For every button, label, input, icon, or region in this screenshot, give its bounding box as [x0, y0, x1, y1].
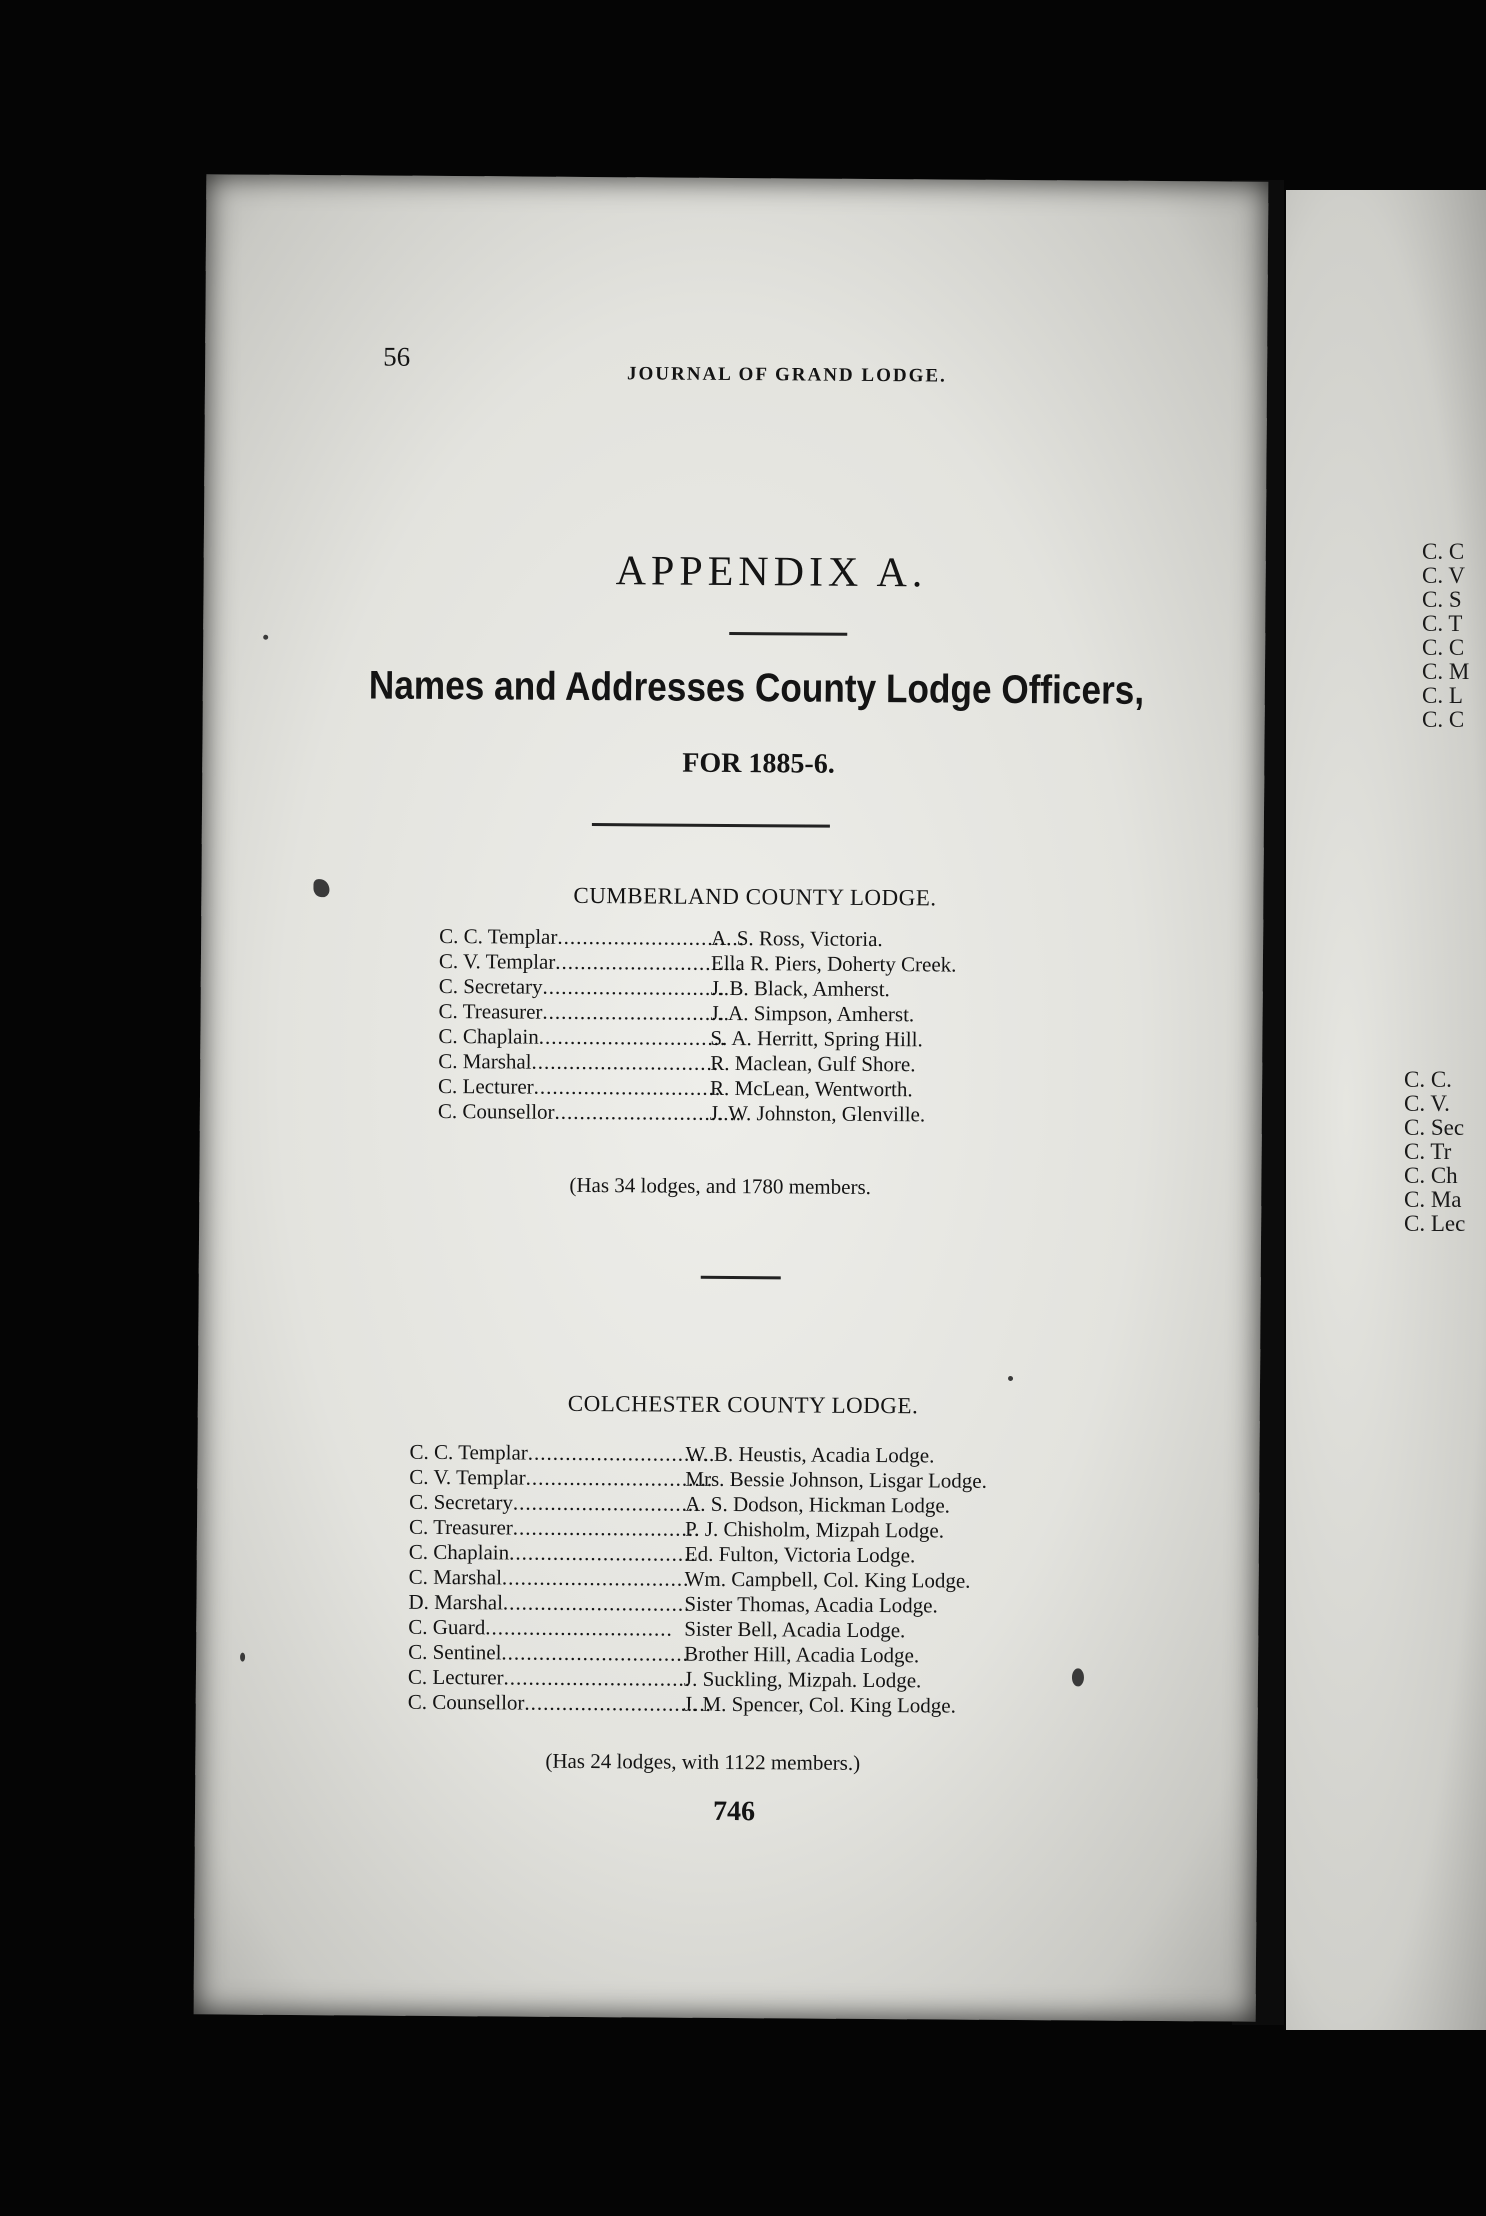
dot-leader: ..............................: [533, 1074, 722, 1100]
officer-name: W. B. Heustis, Acadia Lodge.: [685, 1441, 935, 1468]
dot-leader: ..............................: [512, 1515, 701, 1541]
dot-leader: ..............................: [554, 1099, 743, 1126]
title-rule: [729, 632, 847, 636]
officer-title: C. Lecturer: [437, 1073, 534, 1099]
lodge-summary-colchester: (Has 24 lodges, with 1122 members.): [545, 1748, 861, 1775]
officer-row: [438, 1099, 956, 1128]
officer-name: J. W. Johnston, Glenville.: [709, 1100, 926, 1127]
officer-title: C. C. Templar: [439, 923, 558, 949]
facing-page-line: C. Ch: [1404, 1163, 1458, 1188]
footer-number: 746: [712, 1795, 756, 1828]
officer-name: Ella R. Piers, Doherty Creek.: [710, 950, 957, 977]
officer-row: [439, 974, 957, 1003]
facing-page-line: C. C.: [1404, 1067, 1452, 1092]
facing-page-upper-list: [1422, 540, 1469, 732]
officer-row: [439, 924, 957, 953]
officer-name: R. Maclean, Gulf Shore.: [710, 1050, 916, 1077]
dot-leader: ..............................: [485, 1615, 673, 1641]
dot-leader: ..............................: [501, 1565, 690, 1591]
officer-name: Sister Thomas, Acadia Lodge.: [684, 1591, 938, 1618]
lodge-heading-cumberland: CUMBERLAND COUNTY LODGE.: [573, 882, 937, 911]
appendix-title: APPENDIX A.: [615, 548, 928, 597]
officer-title: C. Lecturer: [407, 1664, 504, 1690]
officer-name: A. S. Dodson, Hickman Lodge.: [685, 1491, 951, 1518]
officer-title: C. Counsellor: [407, 1689, 525, 1715]
officer-row: [438, 1049, 956, 1078]
dot-leader: ..............................: [509, 1540, 697, 1566]
facing-page-line: C. Sec: [1404, 1115, 1465, 1140]
dot-leader: ..............................: [501, 1640, 690, 1666]
ink-speck: [263, 635, 268, 640]
dot-leader: ..............................: [555, 949, 743, 976]
facing-page-line: C. Tr: [1404, 1139, 1452, 1164]
divider-rule: [701, 1276, 781, 1280]
dot-leader: ..............................: [531, 1049, 720, 1075]
running-head: JOURNAL OF GRAND LODGE.: [626, 363, 947, 387]
ink-speck: [1008, 1376, 1013, 1381]
officer-title: C. Counsellor: [437, 1098, 555, 1124]
year-subtitle: FOR 1885-6.: [682, 747, 835, 780]
officer-row: [438, 1074, 956, 1103]
facing-page-line: C. T: [1422, 611, 1463, 636]
officer-name: J. A. Simpson, Amherst.: [710, 1000, 915, 1027]
officer-list-cumberland: [438, 924, 957, 1128]
page-number: 56: [383, 341, 411, 372]
ink-speck: [240, 1653, 245, 1662]
officer-title: C. Chaplain: [438, 1023, 539, 1049]
officer-row: [438, 1024, 956, 1053]
officer-name: Wm. Campbell, Col. King Lodge.: [684, 1566, 971, 1593]
facing-page-line: C. C: [1422, 539, 1465, 564]
officer-title: C. V. Templar: [409, 1464, 526, 1490]
dot-leader: ..............................: [527, 1440, 716, 1466]
officer-name: A. S. Ross, Victoria.: [711, 925, 883, 952]
officer-name: P. J. Chisholm, Mizpah Lodge.: [684, 1516, 945, 1543]
officer-name: Mrs. Bessie Johnson, Lisgar Lodge.: [685, 1466, 987, 1493]
officer-row: [439, 999, 957, 1028]
facing-page-line: C. Lec: [1404, 1211, 1466, 1236]
officer-row: [439, 949, 957, 978]
facing-page: [1286, 190, 1486, 2030]
officer-title: C. Treasurer: [438, 998, 543, 1024]
facing-page-line: C. L: [1422, 683, 1463, 708]
lodge-summary-cumberland: (Has 34 lodges, and 1780 members.: [569, 1172, 871, 1199]
journal-page: [194, 174, 1269, 2021]
officer-name: Ed. Fulton, Victoria Lodge.: [684, 1541, 916, 1568]
ink-speck: [1072, 1668, 1084, 1686]
facing-page-line: C. S: [1422, 587, 1462, 612]
facing-page-line: C. V.: [1404, 1091, 1450, 1116]
officer-title: C. Guard: [408, 1614, 486, 1640]
officer-title: C. Secretary: [438, 973, 543, 999]
officer-name: Brother Hill, Acadia Lodge.: [684, 1641, 920, 1668]
officer-title: C. Chaplain: [408, 1539, 510, 1565]
facing-page-lower-list: [1404, 1068, 1465, 1236]
officer-title: C. Marshal: [408, 1564, 503, 1590]
main-title: Names and Addresses County Lodge Officers,: [368, 663, 1145, 713]
officer-title: C. V. Templar: [438, 948, 556, 974]
dot-leader: ..............................: [524, 1690, 713, 1716]
officer-name: J. M. Spencer, Col. King Lodge.: [683, 1691, 956, 1718]
dot-leader: ..............................: [525, 1465, 714, 1491]
officer-title: D. Marshal: [408, 1589, 504, 1615]
facing-page-line: C. V: [1422, 563, 1466, 588]
officer-name: J. B. Black, Amherst.: [710, 975, 890, 1002]
dot-leader: ..............................: [542, 999, 731, 1025]
facing-page-line: C. M: [1422, 659, 1470, 684]
facing-page-line: C. C: [1422, 707, 1465, 732]
dot-leader: ..............................: [503, 1665, 692, 1691]
officer-title: C. Sentinel: [408, 1639, 502, 1665]
officer-name: S. A. Herritt, Spring Hill.: [710, 1025, 923, 1052]
officer-list-colchester: [408, 1440, 987, 1719]
officer-title: C. Marshal: [438, 1048, 532, 1074]
facing-page-line: C. C: [1422, 635, 1465, 660]
officer-row: [408, 1690, 986, 1719]
officer-title: C. Treasurer: [408, 1514, 513, 1540]
facing-page-line: C. Ma: [1404, 1187, 1462, 1212]
officer-title: C. Secretary: [409, 1489, 514, 1515]
dot-leader: ..............................: [512, 1490, 701, 1516]
dot-leader: ..............................: [557, 924, 746, 951]
officer-name: Sister Bell, Acadia Lodge.: [684, 1616, 906, 1643]
officer-title: C. C. Templar: [409, 1439, 528, 1465]
ink-speck: [313, 879, 329, 897]
officer-name: R. McLean, Wentworth.: [709, 1075, 913, 1102]
dot-leader: ..............................: [538, 1024, 727, 1050]
officer-name: J. Suckling, Mizpah. Lodge.: [683, 1666, 922, 1693]
dot-leader: ..............................: [542, 974, 731, 1000]
lodge-heading-colchester: COLCHESTER COUNTY LODGE.: [567, 1390, 919, 1419]
section-rule: [592, 823, 830, 828]
dot-leader: ..............................: [502, 1590, 691, 1616]
